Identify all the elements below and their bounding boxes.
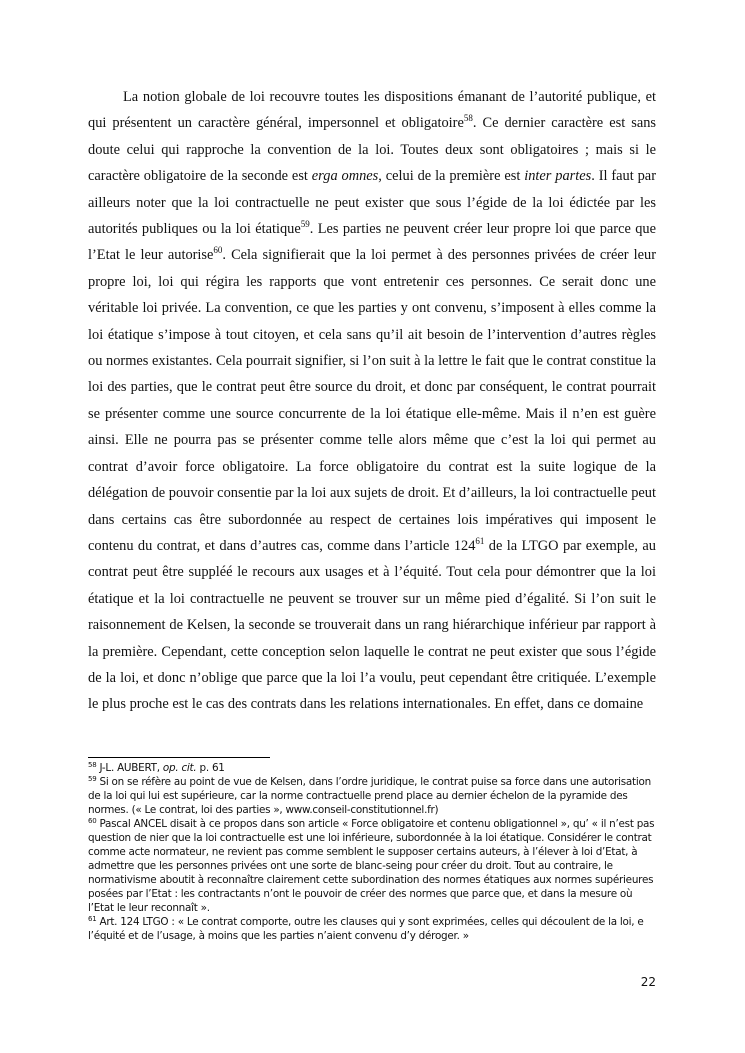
footnotes: [88, 761, 656, 943]
footnote-text: Pascal ANCEL disait à ce propos dans son article « Force obligatoire et contenu obligationnel », qu’ « il n’est pas question de nier que la loi contractuelle est une loi inférieure, subordonnée à la loi étatique. Considérer le contrat comme acte normateur, ne revient pas comme semblent le supposer certains auteurs, à l’élever à loi d’Etat, à admettre que les personnes privées ont une sorte de blanc-seing pour créer du droit. Tout au contraire, le normativisme aboutit à reconnaître clairement cette subordination des normes étatiques aux normes supérieures posées par l’Etat : les contractants n’ont le pouvoir de créer des normes que parce que, et dans la mesure où l’Etat le leur reconnaît ».: [88, 818, 655, 914]
footnote-italic: op. cit.: [162, 762, 197, 774]
body-text-segment: . Ce dernier caractère est sans doute celui qui rapproche la convention de la loi. Toutes deux sont obligatoires ; mais si le caractère obligatoire de la seconde est: [88, 115, 656, 185]
footnote-separator: [88, 757, 270, 758]
footnote-59: [88, 775, 656, 817]
footnote-61: [88, 915, 656, 943]
body-text-segment: . Les parties ne peuvent créer leur propre loi que parce que l’Etat le leur autorise: [88, 221, 657, 264]
footnote-number: 60: [88, 817, 97, 825]
footnote-text: p. 61: [196, 762, 225, 774]
footnote-ref-59: 59: [300, 219, 310, 230]
body-text-segment: . Cela signifierait que la loi permet à des personnes privées de créer leur propre loi, loi qui régira les rapports que vont entretenir ces personnes. Ce serait donc une véritable loi privée. La convention, ce que les parties y ont convenu, s’imposent à elles comme la loi étatique s’impose à tout citoyen, et cela sans qu’il ait besoin de l’intervention d’autres règles ou normes existantes. Cela pourrait signifier, si l’on suit à la lettre le fait que le contrat constitue la loi des parties, que le contrat peut être source du droit, et donc par conséquent, le contrat pourrait se présenter comme une source concurrente de la loi étatique elle-même. Mais il n’en est guère ainsi. Elle ne pourra pas se présenter comme telle alors même que c’est la loi qui permet au contrat d’avoir force obligatoire. La force obligatoire du contrat est la suite logique de la délégation de pouvoir consentie par la loi aux sujets de droit. Et d’ailleurs, la loi contractuelle peut dans certains cas être subordonnée au respect de certaines lois impératives qui imposent le contenu du contrat, et dans d’autres cas, comme dans l’article 124: [88, 247, 656, 554]
footnote-ref-58: 58: [463, 113, 473, 124]
body-text-segment: La notion globale de loi recouvre toutes les dispositions émanant de l’autorité publique, et qui présentent un caractère général, impersonnel et obligatoire: [88, 89, 656, 132]
footnote-58: [88, 761, 656, 775]
footnote-60: [88, 817, 656, 915]
footnote-text: Art. 124 LTGO : « Le contrat comporte, outre les clauses qui y sont exprimées, celles qui découlent de la loi, e l’équité et de l’usage, à moins que les parties n’aient convenu d’y déroger. »: [88, 916, 644, 942]
body-text-segment: . Il faut par ailleurs noter que la loi contractuelle ne peut exister que sous l’égide de la loi édictée par les autorités publiques ou la loi étatique: [88, 168, 656, 238]
footnote-ref-61: 61: [475, 535, 485, 546]
footnote-ref-60: 60: [213, 245, 223, 256]
body-paragraph: [88, 84, 656, 718]
footnote-number: 61: [88, 915, 97, 923]
italic-term: erga omnes: [311, 168, 379, 185]
footnote-number: 58: [88, 761, 97, 769]
footnote-text: J-L. AUBERT,: [96, 762, 163, 774]
body-text-segment: de la LTGO par exemple, au contrat peut être suppléé le recours aux usages et à l’équité. Tout cela pour démontrer que la loi étatique et la loi contractuelle ne peuvent se trouver sur un même pied d’égalité. Si l’on suit le raisonnement de Kelsen, la seconde se trouverait dans un rang hiérarchique inférieur par rapport à la première. Cependant, cette conception selon laquelle le contrat ne peut exister que sous l’égide de la loi, et donc n’oblige que parce que la loi l’a voulu, peut cependant être critiquée. L’exemple le plus proche est le cas des contrats dans les relations internationales. En effet, dans ce domaine: [88, 537, 656, 713]
body-text-segment: , celui de la première est: [378, 168, 525, 185]
footnote-text: Si on se réfère au point de vue de Kelsen, dans l’ordre juridique, le contrat puise sa force dans une autorisation de la loi qui lui est supérieure, car la norme contractuelle prend place au dernier échelon de la pyramide des normes. (« Le contrat, loi des parties », www.conseil-constitutionnel.fr): [88, 776, 651, 816]
page-number: 22: [640, 975, 656, 989]
footnote-number: 59: [88, 775, 97, 783]
italic-term: inter partes: [524, 168, 592, 185]
